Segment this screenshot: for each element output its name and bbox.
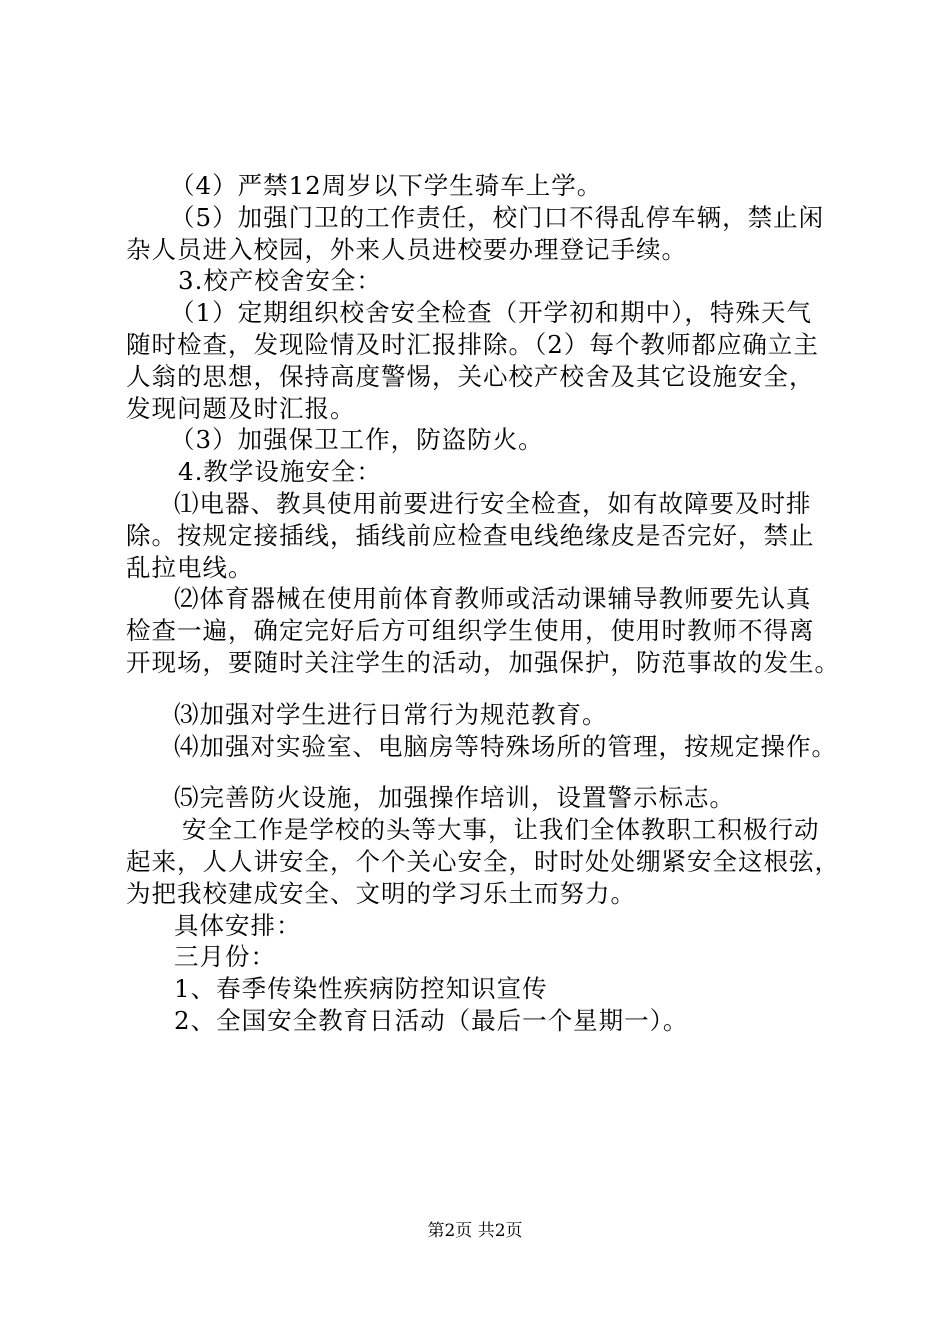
page-footer: 第2页 共2页 bbox=[427, 1221, 523, 1241]
paragraph-line: 随时检查，发现险情及时汇报排除。（2）每个教师都应确立主 bbox=[126, 329, 819, 359]
paragraph-line: 安全工作是学校的头等大事，让我们全体教职工积极行动 bbox=[182, 815, 820, 845]
paragraph-line: ⑷加强对实验室、电脑房等特殊场所的管理，按规定操作。 bbox=[174, 731, 837, 761]
section-heading: 3.校产校舍安全： bbox=[178, 266, 382, 296]
list-item: 1、春季传染性疾病防控知识宣传 bbox=[174, 974, 548, 1004]
paragraph-line: （1）定期组织校舍安全检查（开学初和期中），特殊天气 bbox=[170, 298, 812, 328]
section-heading: 4.教学设施安全： bbox=[178, 457, 382, 487]
paragraph-line: 杂人员进入校园，外来人员进校要办理登记手续。 bbox=[126, 234, 687, 264]
paragraph-line: 检查一遍，确定完好后方可组织学生使用，使用时教师不得离 bbox=[126, 616, 815, 646]
paragraph-line: ⑸完善防火设施，加强操作培训，设置警示标志。 bbox=[174, 783, 735, 813]
paragraph-line: （4）严禁12周岁以下学生骑车上学。 bbox=[170, 171, 603, 200]
paragraph-line: （3）加强保卫工作，防盗防火。 bbox=[170, 425, 544, 455]
paragraph-line: （5）加强门卫的工作责任，校门口不得乱停车辆，禁止闲 bbox=[170, 202, 825, 232]
paragraph-line: 三月份： bbox=[174, 942, 276, 972]
paragraph-line: ⑵体育器械在使用前体育教师或活动课辅导教师要先认真 bbox=[174, 584, 812, 614]
list-item: 2、全国安全教育日活动（最后一个星期一）。 bbox=[174, 1005, 689, 1035]
paragraph-line: 起来，人人讲安全，个个关心安全，时时处处绷紧安全这根弦， bbox=[126, 846, 840, 876]
paragraph-line: 乱拉电线。 bbox=[126, 552, 254, 582]
paragraph-line: 具体安排： bbox=[174, 910, 302, 940]
paragraph-line: ⑶加强对学生进行日常行为规范教育。 bbox=[174, 699, 608, 729]
paragraph-line: ⑴电器、教具使用前要进行安全检查，如有故障要及时排 bbox=[174, 488, 812, 518]
paragraph-line: 除。按规定接插线，插线前应检查电线绝缘皮是否完好，禁止 bbox=[126, 520, 815, 550]
paragraph-line: 人翁的思想，保持高度警惕，关心校产校舍及其它设施安全， bbox=[126, 361, 815, 391]
document-body bbox=[126, 170, 856, 1037]
paragraph-line: 发现问题及时汇报。 bbox=[126, 393, 356, 423]
paragraph-line: 为把我校建成安全、文明的学习乐土而努力。 bbox=[126, 878, 636, 908]
paragraph-line: 开现场，要随时关注学生的活动，加强保护，防范事故的发生。 bbox=[126, 647, 840, 677]
